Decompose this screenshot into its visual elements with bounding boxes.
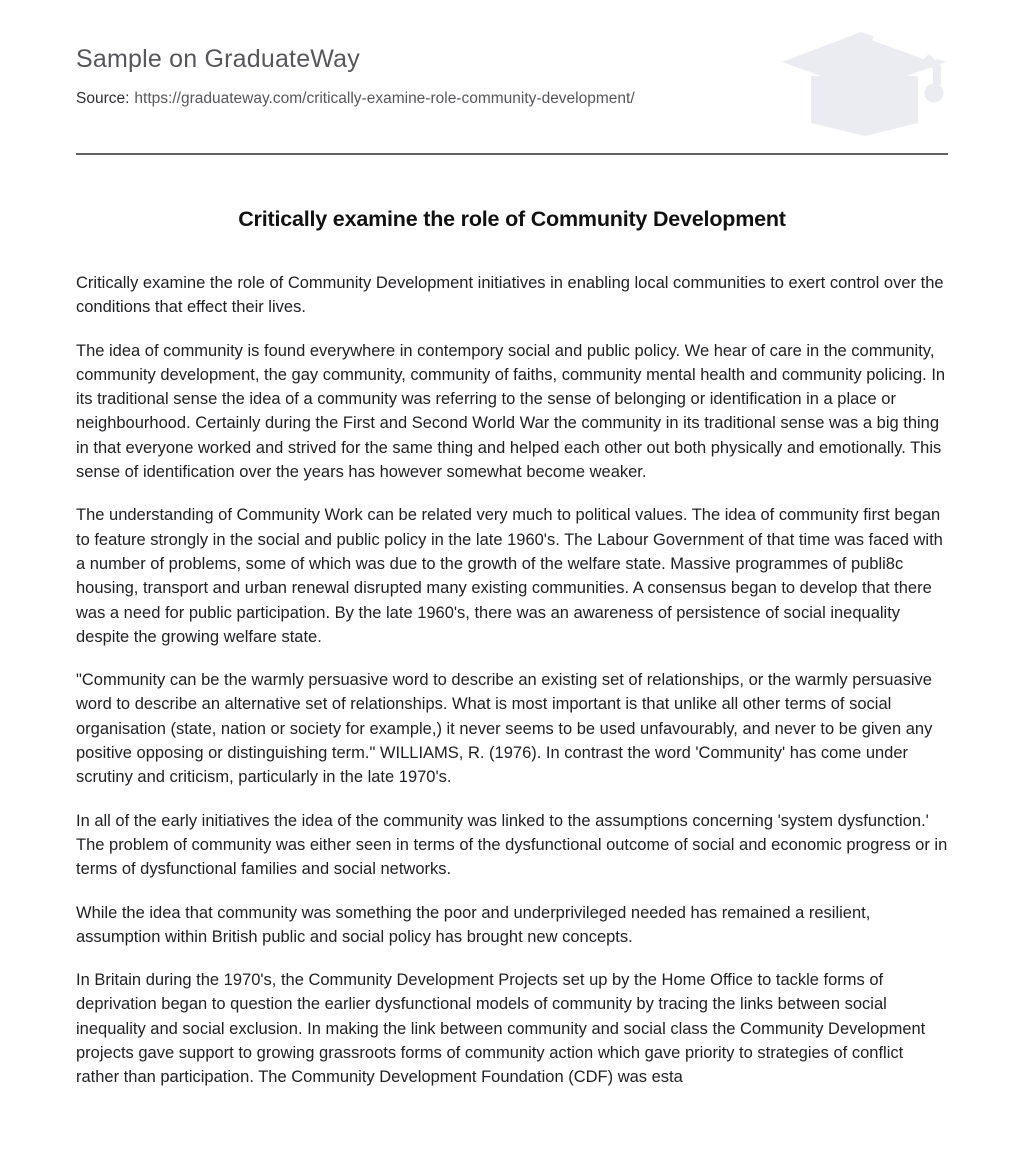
header-divider	[76, 153, 948, 155]
paragraph: The understanding of Community Work can be related very much to political values. The idea of community first began to feature strongly in the social and public policy in the late 1960's. The Labour Government of that time was faced with a number of problems, some of which was due to the growth of the welfare state. Massive programmes of publi8c housing, transport and urban renewal disrupted many existing communities. A consensus began to develop that there was a need for public participation. By the late 1960's, there was an awareness of persistence of social inequality despite the growing welfare state.	[76, 506, 943, 646]
paragraph: In all of the early initiatives the idea of the community was linked to the assumptions concerning 'system dysfunction.' The problem of community was either seen in terms of the dysfunctional outcome of social and economic progress or in terms of dysfunctional families and social networks.	[76, 811, 948, 879]
paragraph: The idea of community is found everywhere in contempory social and public policy. We hear of care in the community, community development, the gay community, community of faiths, community mental health and community policing. In its traditional sense the idea of a community was referring to the sense of belonging or identification in a place or neighbourhood. Certainly during the First and Second World War the community in its traditional sense was a big thing in that everyone worked and strived for the same thing and helped each other out both physically and emotionally. This sense of identification over the years has however somewhat become weaker.	[76, 341, 946, 482]
source-url: https://graduateway.com/critically-examine-role-community-development/	[134, 90, 635, 107]
article-title: Critically examine the role of Community Development	[238, 207, 786, 231]
article-body	[76, 271, 948, 1090]
paragraph: "Community can be the warmly persuasive word to describe an existing set of relationships, or the warmly persuasive word to describe an alternative set of relationships. What is most important is that unlike all other terms of social organisation (state, nation or society for example,) it never seems to be used unfavourably, and never to be given any positive opposing or distinguishing term." WILLIAMS, R. (1976). In contrast the word 'Community' has come under scrutiny and criticism, particularly in the late 1970's.	[76, 671, 933, 787]
graduation-cap-icon	[778, 24, 978, 149]
source-label: Source:	[76, 90, 130, 107]
paragraph: In Britain during the 1970's, the Community Development Projects set up by the Home Office to tackle forms of deprivation began to question the earlier dysfunctional models of community by tracing the links between social inequality and social exclusion. In making the link between community and social class the Community Development projects gave support to growing grassroots forms of community action which gave priority to strategies of conflict rather than participation. The Community Development Foundation (CDF) was esta	[76, 971, 926, 1087]
site-heading: Sample on GraduateWay	[76, 45, 360, 73]
page-header	[76, 44, 948, 109]
paragraph: Critically examine the role of Community Development initiatives in enabling local communities to exert control over the conditions that effect their lives.	[76, 274, 944, 317]
paragraph: While the idea that community was something the poor and underprivileged needed has remained a resilient, assumption within British public and social policy has brought new concepts.	[76, 903, 871, 946]
